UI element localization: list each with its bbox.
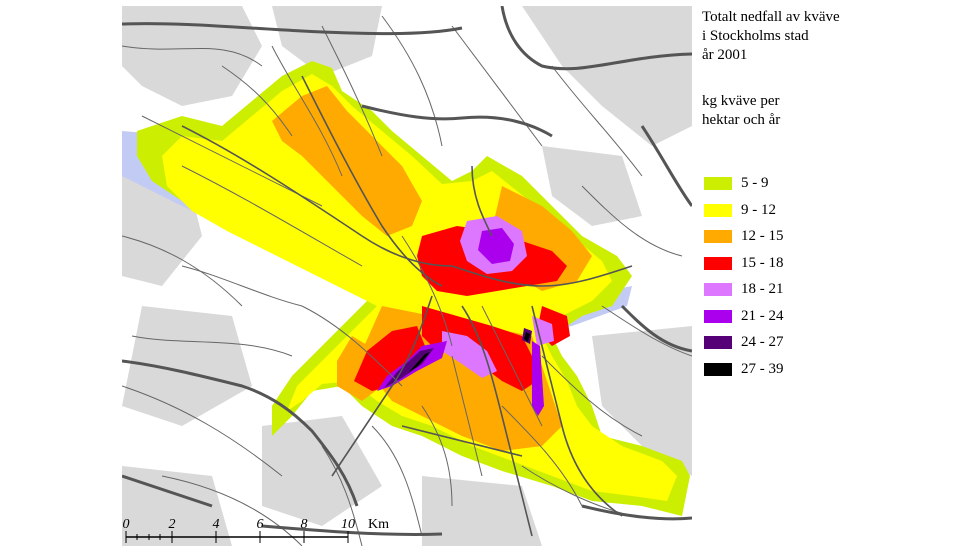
legend-unit-label xyxy=(702,92,780,130)
legend-range: 12 - 15 xyxy=(741,228,784,244)
legend-swatch xyxy=(704,283,732,296)
unit-line: hektar och år xyxy=(702,112,781,128)
legend-range: 15 - 18 xyxy=(741,254,784,271)
scale-tick-label: 2 xyxy=(168,517,176,532)
legend-range: 5 - 9 xyxy=(741,175,769,191)
title-line: år 2001 xyxy=(702,47,748,63)
scale-bar xyxy=(122,515,402,547)
legend-range: 24 - 27 xyxy=(741,334,784,350)
legend-swatch xyxy=(704,363,732,376)
nitrogen-deposition-map xyxy=(122,6,692,546)
title-line: i Stockholms stad xyxy=(702,28,809,44)
legend-swatch xyxy=(704,204,732,217)
scale-tick-label: 0 xyxy=(122,517,130,532)
scale-tick-label: 10 xyxy=(341,517,355,532)
legend-range: 18 - 21 xyxy=(741,281,784,297)
legend-range: 9 - 12 xyxy=(741,201,776,218)
scale-tick-label: 4 xyxy=(212,517,220,532)
scale-bar-graphic xyxy=(122,515,402,547)
legend-swatch xyxy=(704,257,732,270)
legend-swatch xyxy=(704,177,732,190)
unit-line: kg kväve per xyxy=(702,93,780,109)
scale-tick-label: 8 xyxy=(300,517,308,532)
legend-swatch xyxy=(704,230,732,243)
map-title xyxy=(702,8,840,65)
scale-unit: Km xyxy=(368,517,389,532)
legend-swatch xyxy=(704,336,732,349)
legend-swatch xyxy=(704,310,732,323)
legend-range: 21 - 24 xyxy=(741,307,784,324)
scale-tick-label: 6 xyxy=(256,517,264,532)
zone-9-12 xyxy=(162,74,677,501)
title-line: Totalt nedfall av kväve xyxy=(702,9,840,25)
map-canvas xyxy=(122,6,692,546)
legend-range: 27 - 39 xyxy=(741,360,784,377)
